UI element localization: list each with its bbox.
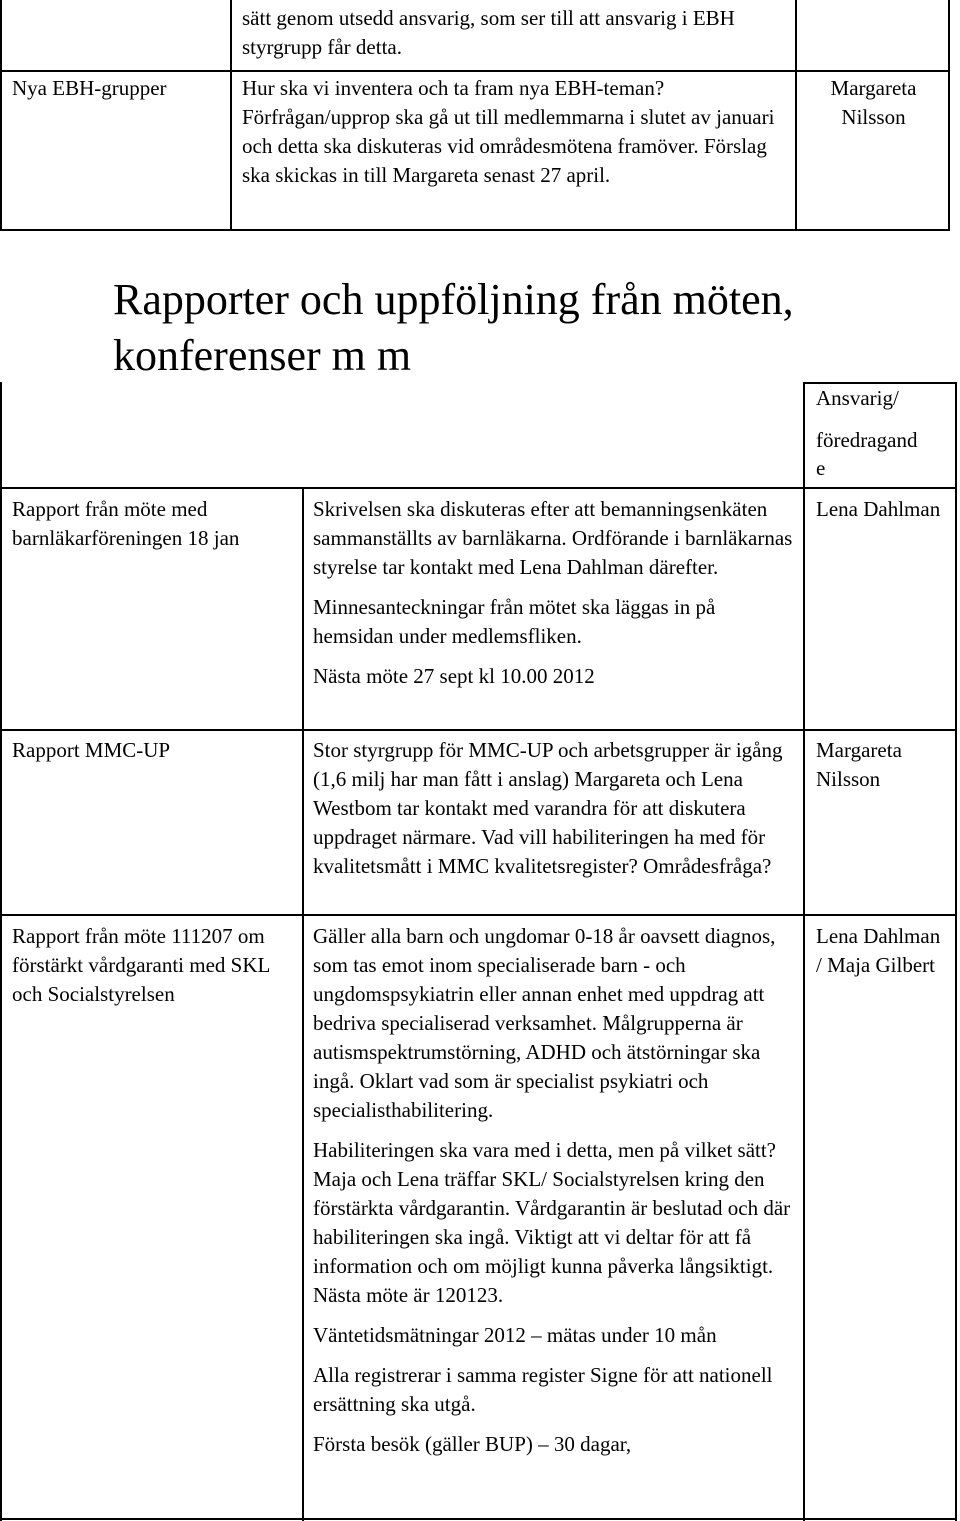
responsible-header-line-3: e: [816, 456, 826, 480]
row-3-content: [313, 922, 795, 1459]
row-2-responsible: Margareta Nilsson: [816, 738, 902, 791]
responsible-line-2: Nilsson: [841, 105, 906, 129]
row-3-paragraph: Gäller alla barn och ungdomar 0-18 år oavsett diagnos, som tas emot inom specialiserade barn - och ungdomspsykiatrin eller annan enhet med uppdrag att bedriva specialiserad verksamhet. Målgrupperna är autismspektrumstörning, ADHD och ätstörningar ska ingå. Oklart vad som är specialist psykiatri och specialisthabilitering.: [313, 924, 776, 1122]
main-table-row-divider-1: [0, 729, 957, 731]
main-table-bottom-border: [0, 1518, 957, 1520]
main-table-col-divider-2: [803, 382, 805, 1521]
main-table-right-border: [955, 382, 957, 1521]
row-2-topic: Rapport MMC-UP: [12, 738, 171, 762]
main-table-col-divider-1: [302, 487, 304, 1521]
row-2-paragraph: Stor styrgrupp för MMC-UP och arbetsgrupper är igång (1,6 milj har man fått i anslag) Margareta och Lena Westbom tar kontakt med varandra för att diskutera uppdraget närmare. Vad vill habiliteringen ha med för kvalitetsmått i MMC kvalitetsregister? Områdesfråga?: [313, 738, 783, 878]
responsible-line-1: Margareta: [830, 76, 917, 100]
row-3-paragraph: Alla registrerar i samma register Signe för att nationell ersättning ska utgå.: [313, 1363, 773, 1416]
row-3-topic: Rapport från möte 111207 om förstärkt vårdgaranti med SKL och Socialstyrelsen: [12, 924, 270, 1006]
row-3-responsible: Lena Dahlman / Maja Gilbert: [816, 924, 941, 977]
row-1-paragraph: Nästa möte 27 sept kl 10.00 2012: [313, 664, 595, 688]
top-table-divider-1: [230, 0, 232, 231]
responsible-header-line-2: föredragand: [816, 428, 918, 452]
main-table-header-divider: [0, 487, 957, 489]
responsible-header-line-1: Ansvarig/: [816, 386, 899, 410]
row-3-paragraph: Habiliteringen ska vara med i detta, men på vilket sätt? Maja och Lena träffar SKL/ Socialstyrelsen kring den förstärkta vårdgarantin. Vårdgarantin är beslutad och där habiliteringen ska ingå. Viktigt att vi deltar för att få information och om möjligt kunna påverka långsiktigt. Nästa möte är 120123.: [313, 1138, 791, 1307]
top-row2-topic: Nya EBH-grupper: [12, 76, 167, 100]
row-1-topic: Rapport från möte med barnläkarföreningen 18 jan: [12, 497, 240, 550]
top-row1-description: sätt genom utsedd ansvarig, som ser till att ansvarig i EBH styrgrupp får detta.: [242, 6, 735, 59]
responsible-header: [816, 384, 951, 482]
row-3-paragraph: Väntetidsmätningar 2012 – mätas under 10 mån: [313, 1323, 717, 1347]
row-1-paragraph: Minnesanteckningar från mötet ska läggas in på hemsidan under medlemsfliken.: [313, 595, 716, 648]
section-title-line-1: Rapporter och uppföljning från möten,: [113, 275, 794, 324]
row-1-responsible: Lena Dahlman: [816, 497, 941, 521]
top-row2-responsible: [797, 74, 950, 132]
row-3-paragraph: Första besök (gäller BUP) – 30 dagar,: [313, 1432, 632, 1456]
row-2-content: [313, 736, 795, 881]
top-table-row-divider: [0, 70, 950, 72]
section-title-line-2: konferenser m m: [113, 331, 412, 380]
section-title: [113, 272, 794, 384]
row-1-content: [313, 495, 795, 691]
top-row2-description: Hur ska vi inventera och ta fram nya EBH-teman? Förfrågan/upprop ska gå ut till medlemmarna i slutet av januari och detta ska diskuteras vid områdesmötena framöver. Förslag ska skickas in till Margareta senast 27 april.: [242, 76, 775, 187]
row-1-paragraph: Skrivelsen ska diskuteras efter att bemanningsenkäten sammanställts av barnläkarna. Ordförande i barnläkarnas styrelse tar kontakt med Lena Dahlman därefter.: [313, 497, 793, 579]
main-table-left-border: [0, 382, 2, 1521]
main-table-row-divider-2: [0, 914, 957, 916]
